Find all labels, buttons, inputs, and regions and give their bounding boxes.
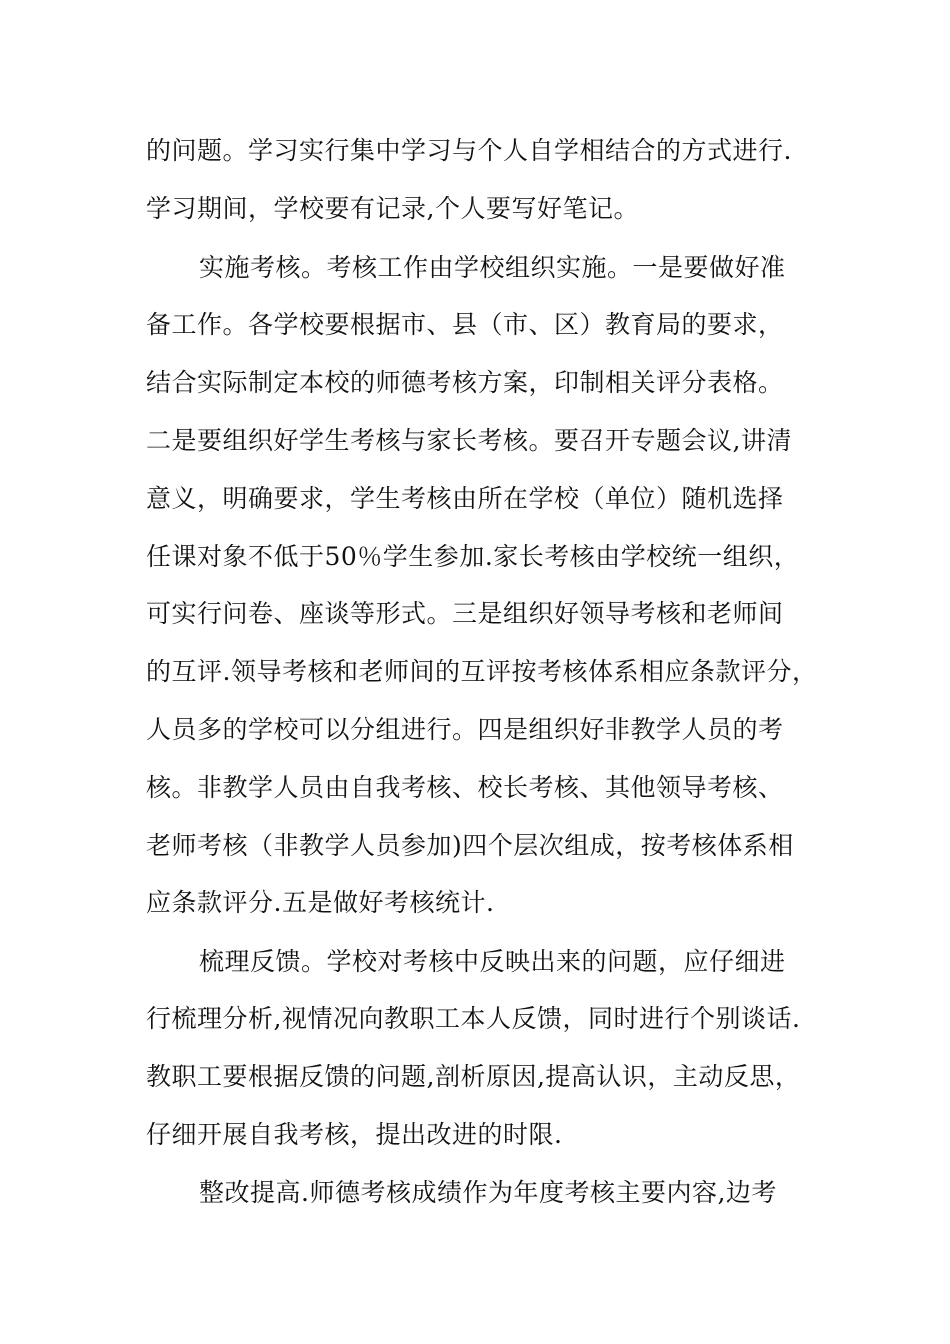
text-line: 仔细开展自我考核，提出改进的时限. (146, 1120, 563, 1149)
paragraph-start-line: 梳理反馈。学校对考核中反映出来的问题，应仔细进 (199, 947, 786, 976)
text-line: 的问题。学习实行集中学习与个人自学相结合的方式进行. (146, 136, 792, 165)
paragraph-start-line: 实施考核。考核工作由学校组织实施。一是要做好准 (199, 253, 786, 282)
text-line: 行梳理分析,视情况向教职工本人反馈，同时进行个别谈话. (146, 1004, 801, 1033)
text-line: 老师考核（非教学人员参加)四个层次组成，按考核体系相 (146, 831, 794, 860)
text-line: 学习期间，学校要有记录,个人要写好笔记。 (146, 194, 639, 223)
text-line: 核。非教学人员由自我考核、校长考核、其他领导考核、 (146, 773, 784, 802)
text-line: 可实行问卷、座谈等形式。三是组织好领导考核和老师间 (146, 599, 784, 628)
text-line: 的互评.领导考核和老师间的互评按考核体系相应条款评分， (146, 657, 818, 686)
text-line: 人员多的学校可以分组进行。四是组织好非教学人员的考 (146, 715, 784, 744)
text-line: 任课对象不低于50％学生参加.家长考核由学校统一组织， (146, 542, 800, 571)
text-line: 备工作。各学校要根据市、县（市、区）教育局的要求， (146, 310, 784, 339)
text-line: 结合实际制定本校的师德考核方案，印制相关评分表格。 (146, 368, 784, 397)
text-line: 应条款评分.五是做好考核统计. (146, 888, 495, 917)
text-line: 意义，明确要求，学生考核由所在学校（单位）随机选择 (146, 484, 784, 513)
text-line: 二是要组织好学生考核与家长考核。要召开专题会议,讲清 (146, 426, 792, 455)
text-line: 教职工要根据反馈的问题,剖析原因,提高认识，主动反思， (146, 1062, 801, 1091)
paragraph-start-line: 整改提高.师德考核成绩作为年度考核主要内容,边考 (199, 1178, 777, 1207)
